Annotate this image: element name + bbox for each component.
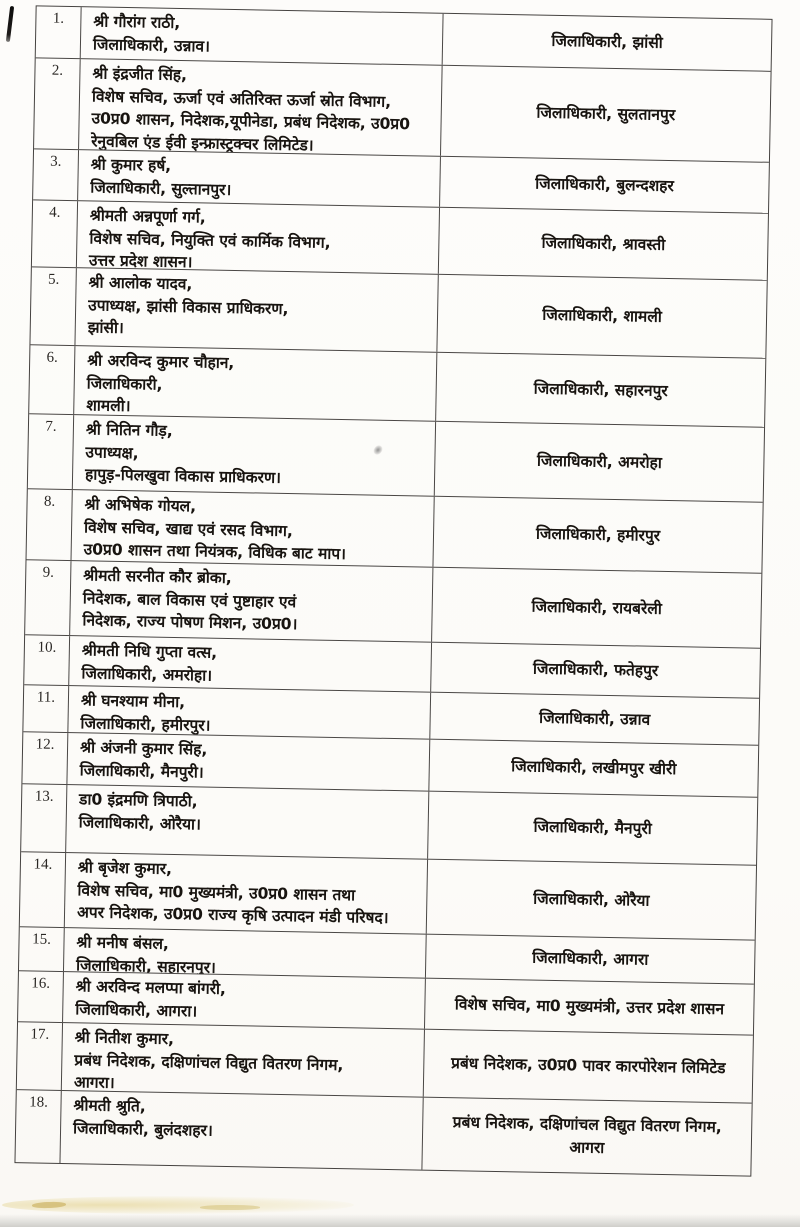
posting-text-line: जिलाधिकारी, ओरैया	[533, 889, 650, 910]
officer-text-line: विशेष सचिव, नियुक्ति एवं कार्मिक विभाग,	[89, 228, 331, 252]
officer-text-line: श्रीमती अन्नपूर्णा गर्ग,	[89, 206, 206, 227]
officer-text-line: विशेष सचिव, खाद्य एवं रसद विभाग,	[83, 517, 294, 540]
serial-cell: 2.	[34, 58, 81, 149]
serial-cell: 3.	[33, 149, 79, 200]
officer-text-line: जिलाधिकारी, आगरा।	[75, 999, 198, 1020]
officer-text-line: श्री मनीष बंसल,	[76, 933, 170, 953]
officer-current-post-cell	[60, 1091, 423, 1170]
new-posting-cell	[424, 1030, 753, 1103]
serial-cell: 14.	[20, 852, 66, 927]
posting-text-line: जिलाधिकारी, अमरोहा	[536, 451, 662, 472]
officer-text-line: जिलाधिकारी,	[86, 373, 163, 394]
officer-text-line: जिलाधिकारी, उन्नाव।	[92, 34, 211, 56]
officer-text-line: जिलाधिकारी, हमीरपुर।	[80, 713, 211, 735]
serial-cell: 7.	[28, 414, 74, 489]
serial-cell: 16.	[18, 971, 64, 1022]
officer-current-post-cell	[68, 686, 431, 739]
serial-cell: 13.	[21, 784, 67, 852]
officer-text-line: उ0प्र0 शासन, निदेशक,यूपीनेडा, प्रबंध निदेशक, उ0प्र0	[91, 109, 411, 134]
officer-current-post-cell	[63, 972, 426, 1029]
officer-text-line: श्री घनश्याम मीना,	[80, 691, 186, 712]
table-row	[27, 489, 763, 573]
posting-text-line: जिलाधिकारी, शामली	[542, 305, 662, 326]
officer-text-line: श्री अरविन्द कुमार चौहान,	[87, 351, 235, 373]
officer-text-line: श्री गौरांग राठी,	[93, 12, 181, 32]
officer-current-post-cell	[79, 59, 443, 156]
officer-text-line: जिलाधिकारी, ओरैया।	[78, 812, 202, 834]
officer-text-line: श्री कुमार हर्ष,	[90, 155, 172, 175]
posting-text-line: प्रबंध निदेशक, दक्षिणांचल विद्युत वितरण निगम,	[452, 1113, 722, 1137]
officer-current-post-cell	[74, 346, 437, 421]
officer-current-post-cell	[75, 268, 438, 352]
officer-text-line: श्री नितिन गौड़,	[85, 420, 173, 440]
officer-text-line: रेनुवबिल एंड ईवी इन्फ्रास्ट्रक्चर लिमिटेड।	[91, 131, 314, 154]
posting-text-line: जिलाधिकारी, झांसी	[551, 31, 663, 52]
serial-cell: 1.	[36, 6, 82, 58]
new-posting-cell	[441, 66, 771, 162]
officer-text-line: श्रीमती सरनीत कौर ब्रोका,	[83, 566, 232, 588]
serial-cell: 8.	[27, 489, 73, 560]
posting-text-line: प्रबंध निदेशक, उ0प्र0 पावर कारपोरेशन लिमिटेड	[450, 1054, 726, 1078]
officer-current-post-cell	[69, 636, 432, 692]
serial-cell: 12.	[22, 732, 68, 784]
posting-text-line: जिलाधिकारी, उन्नाव	[538, 708, 651, 729]
new-posting-cell	[433, 497, 762, 573]
officer-text-line: श्रीमती श्रुति,	[73, 1096, 146, 1116]
table-row	[28, 414, 764, 502]
transfer-table	[14, 5, 772, 1176]
new-posting-cell	[436, 353, 765, 427]
posting-text-line: जिलाधिकारी, हमीरपुर	[535, 524, 661, 545]
officer-text-line: प्रबंध निदेशक, दक्षिणांचल विद्युत वितरण निगम,	[74, 1050, 344, 1074]
officer-text-line: झांसी।	[87, 318, 125, 338]
officer-current-post-cell	[70, 561, 433, 642]
new-posting-cell	[440, 157, 769, 213]
serial-cell: 4.	[32, 200, 78, 267]
officer-current-post-cell	[64, 928, 427, 978]
officer-text-line: जिलाधिकारी, बुलंदशहर।	[72, 1118, 213, 1140]
table-row	[25, 560, 761, 648]
new-posting-cell	[426, 935, 755, 984]
posting-text-line: जिलाधिकारी, रायबरेली	[531, 597, 662, 618]
new-posting-cell	[437, 275, 766, 358]
serial-cell: 6.	[29, 345, 75, 414]
highlighter-dot-icon	[200, 1205, 260, 1210]
officer-current-post-cell	[66, 785, 429, 859]
officer-text-line: विशेष सचिव, मा0 मुख्यमंत्री, उ0प्र0 शासन तथा	[77, 880, 356, 904]
officer-current-post-cell	[78, 150, 441, 207]
new-posting-cell	[427, 860, 756, 940]
officer-current-post-cell	[72, 490, 435, 567]
officer-text-line: अपर निदेशक, उ0प्र0 राज्य कृषि उत्पादन मंडी परिषद।	[76, 903, 389, 927]
new-posting-cell	[435, 422, 764, 502]
table-row	[15, 1090, 751, 1175]
new-posting-cell	[443, 14, 772, 71]
officer-text-line: जिलाधिकारी, मैनपुरी।	[79, 760, 204, 782]
officer-text-line: शामली।	[86, 396, 131, 416]
table-row	[20, 852, 756, 940]
officer-text-line: जिलाधिकारी, सुल्तानपुर।	[90, 177, 232, 199]
serial-cell: 9.	[25, 560, 71, 635]
posting-text-line: जिलाधिकारी, सहारनपुर	[533, 379, 668, 400]
officer-text-line: जिलाधिकारी, अमरोहा।	[81, 663, 213, 685]
posting-text-line: जिलाधिकारी, लखीमपुर खीरी	[511, 757, 677, 779]
posting-text-line: विशेष सचिव, मा0 मुख्यमंत्री, उत्तर प्रदेश शासन	[454, 994, 725, 1018]
posting-text-line: जिलाधिकारी, आगरा	[532, 948, 649, 969]
officer-text-line: निदेशक, राज्य पोषण मिशन, उ0प्र0।	[82, 611, 298, 634]
serial-cell: 18.	[15, 1090, 61, 1163]
officer-text-line: उपाध्यक्ष, झांसी विकास प्राधिकरण,	[88, 295, 289, 318]
officer-text-line: निदेशक, बाल विकास एवं पुष्टाहार एवं	[82, 588, 297, 611]
serial-cell: 10.	[24, 635, 70, 685]
serial-cell: 11.	[23, 685, 69, 732]
officer-text-line: विशेष सचिव, ऊर्जा एवं अतिरिक्त ऊर्जा स्रोत विभाग,	[91, 86, 392, 111]
officer-current-post-cell	[81, 7, 444, 65]
new-posting-cell	[428, 792, 757, 865]
officer-text-line: डा0 इंद्रमणि त्रिपाठी,	[78, 790, 198, 811]
officer-text-line: श्री इंद्रजीत सिंह,	[92, 64, 188, 85]
officer-text-line: श्री अंजनी कुमार सिंह,	[79, 738, 208, 759]
officer-current-post-cell	[77, 201, 440, 274]
officer-text-line: उ0प्र0 शासन तथा नियंत्रक, विधिक बाट माप।	[83, 540, 347, 564]
serial-cell: 15.	[19, 927, 65, 971]
officer-text-line: उपाध्यक्ष,	[85, 442, 139, 462]
officer-current-post-cell	[67, 733, 430, 791]
new-posting-cell	[439, 208, 768, 280]
officer-text-line: श्री बृजेश कुमार,	[77, 858, 173, 878]
table-row	[34, 58, 771, 162]
new-posting-cell	[422, 1098, 751, 1176]
posting-text-line: जिलाधिकारी, मैनपुरी	[533, 817, 652, 838]
officer-text-line: श्रीमती निधि गुप्ता वत्स,	[81, 641, 218, 662]
officer-text-line: श्री नितीश कुमार,	[74, 1028, 175, 1049]
new-posting-cell	[430, 693, 759, 745]
officer-text-line: श्री अभिषेक गोयल,	[84, 495, 197, 516]
new-posting-cell	[431, 643, 760, 698]
new-posting-cell	[425, 979, 754, 1035]
officer-text-line: श्री आलोक यादव,	[88, 273, 193, 294]
officer-current-post-cell	[73, 415, 436, 496]
new-posting-cell	[429, 740, 758, 797]
officer-current-post-cell	[62, 1023, 425, 1097]
new-posting-cell	[432, 568, 761, 648]
officer-text-line: आगरा।	[73, 1073, 115, 1092]
ink-mark-icon	[6, 6, 14, 42]
table-row	[30, 267, 766, 358]
officer-text-line: उत्तर प्रदेश शासन।	[88, 251, 193, 272]
serial-cell: 17.	[17, 1022, 63, 1090]
posting-text-line: जिलाधिकारी, सुलतानपुर	[536, 103, 676, 124]
posting-text-line: जिलाधिकारी, श्रावस्ती	[541, 233, 666, 254]
posting-text-line: आगरा	[569, 1138, 605, 1157]
posting-text-line: जिलाधिकारी, बुलन्दशहर	[535, 174, 674, 195]
posting-text-line: जिलाधिकारी, फतेहपुर	[532, 659, 659, 680]
scan-page-edge	[0, 1214, 800, 1227]
officer-current-post-cell	[65, 853, 428, 934]
serial-cell: 5.	[30, 267, 76, 345]
officer-text-line: जिलाधिकारी, सहारनपुर।	[75, 955, 217, 977]
officer-text-line: श्री अरविन्द मलप्पा बांगरी,	[75, 977, 227, 998]
officer-text-line: हापुड़-पिलखुवा विकास प्राधिकरण।	[84, 465, 282, 487]
